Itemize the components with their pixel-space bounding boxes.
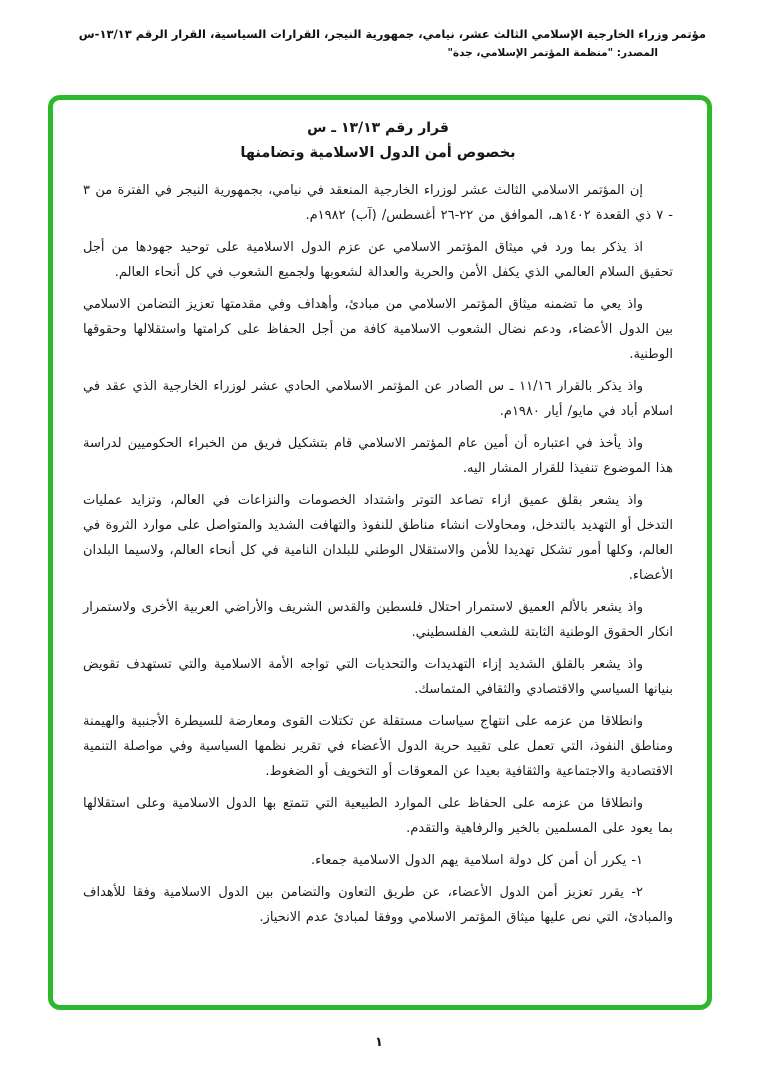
header-citation-line: مؤتمر وزراء الخارجية الإسلامي الثالث عشر، نيامي، جمهورية النيجر، القرارات السياسية، القرار الرقم ١٣/١٣-س bbox=[78, 27, 706, 41]
paragraph: واذ يشعر بالقلق الشديد إزاء التهديدات والتحديات التي تواجه الأمة الاسلامية والتي تستهدف تقويض بنيانها السياسي والاقتصادي والثقافي المتماسك. bbox=[83, 656, 673, 697]
document-header bbox=[0, 0, 758, 61]
resolution-title-block bbox=[83, 116, 673, 166]
paragraph: واذ يشعر بالألم العميق لاستمرار احتلال فلسطين والقدس الشريف والأراضي العربية الأخرى ولاستمرار انكار الحقوق الوطنية الثابتة للشعب الفلسطيني. bbox=[83, 599, 673, 640]
header-source-line: المصدر: "منظمة المؤتمر الإسلامي، جدة" bbox=[447, 47, 658, 60]
resolution-body bbox=[83, 178, 673, 930]
paragraph: واذ يأخذ في اعتباره أن أمين عام المؤتمر الاسلامي قام بتشكيل فريق من الخبراء الحكوميين لدراسة هذا الموضوع تنفيذا للقرار المشار اليه. bbox=[83, 435, 673, 476]
operative-item-2: ٢- يقرر تعزيز أمن الدول الأعضاء، عن طريق التعاون والتضامن بين الدول الاسلامية وفقا للأهداف والمبادئ، التي نص عليها ميثاق المؤتمر الاسلامي ووفقا لمبادئ عدم الانحياز. bbox=[83, 884, 673, 925]
paragraph: وانطلاقا من عزمه على انتهاج سياسات مستقلة عن تكتلات القوى ومعارضة للسيطرة الأجنبية والهيمنة ومناطق النفوذ، التي تعمل على تقييد حرية الدول الأعضاء في تقرير نظمها السياسية وفي مواصلة التنمية الاقتصادية والاجتماعية والثقافية بعيدا عن المعوقات أو التخويف أو الضغوط. bbox=[83, 713, 673, 779]
green-border-frame bbox=[48, 95, 712, 1010]
paragraph: إن المؤتمر الاسلامي الثالث عشر لوزراء الخارجية المنعقد في نيامي، بجمهورية النيجر في الفترة من ٣ - ٧ ذي القعدة ١٤٠٢هـ، الموافق من ٢٢-٢٦ أغسطس/ (آب) ١٩٨٢م. bbox=[83, 182, 673, 223]
paragraph: وانطلاقا من عزمه على الحفاظ على الموارد الطبيعية التي تتمتع بها الدول الاسلامية وعلى استقلالها بما يعود على المسلمين بالخير والرفاهية والتقدم. bbox=[83, 795, 673, 836]
page-number: ١ bbox=[375, 1035, 383, 1050]
paragraph: اذ يذكر بما ورد في ميثاق المؤتمر الاسلامي عن عزم الدول الاسلامية على توحيد جهودها من أجل تحقيق السلام العالمي الذي يكفل الأمن والحرية والعدالة لشعوبها ولجميع الشعوب في كل أنحاء العالم. bbox=[83, 239, 673, 280]
resolution-subject-title: بخصوص أمن الدول الاسلامية وتضامنها bbox=[240, 145, 516, 162]
resolution-number-title: قرار رقم ١٣/١٣ ـ س bbox=[307, 120, 449, 136]
paragraph: واذ يشعر بقلق عميق ازاء تصاعد التوتر واشتداد الخصومات والنزاعات في العالم، وتزايد عمليات التدخل أو التهديد بالتدخل، ومحاولات انشاء مناطق للنفوذ والتهافت الشديد والمتواصل على موارد الثروة في العالم، وكلها أمور تشكل تهديدا للأمن والاستقلال الوطني للبلدان النامية في كل أنحاء العالم، ولاسيما البلدان الأعضاء. bbox=[83, 492, 673, 583]
operative-item-1: ١- يكرر أن أمن كل دولة اسلامية يهم الدول الاسلامية جمعاء. bbox=[311, 852, 643, 868]
paragraph: واذ يذكر بالقرار ١١/١٦ ـ س الصادر عن المؤتمر الاسلامي الحادي عشر لوزراء الخارجية الذي عقد في اسلام أباد في مايو/ أيار ١٩٨٠م. bbox=[83, 378, 673, 419]
paragraph: واذ يعي ما تضمنه ميثاق المؤتمر الاسلامي من مبادئ، وأهداف وفي مقدمتها تعزيز التضامن الاسلامي بين الدول الأعضاء، ودعم نضال الشعوب الاسلامية كافة من أجل الحفاظ على كرامتها واستقلالها وحقوقها الوطنية. bbox=[83, 296, 673, 362]
